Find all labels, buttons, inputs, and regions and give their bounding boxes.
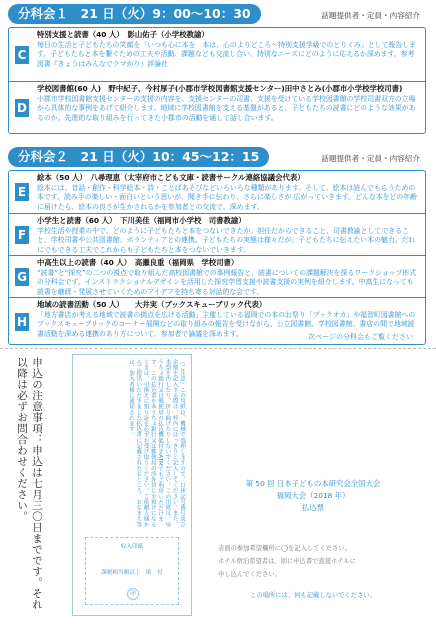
entry-body-f: 学校生活や授業の中で、どのように子どもたちと本をつないできたか。担任だからできること、司書教諭としてできること、学校司書や公共図書館、ボランティアとの連携。子どもたちの実態は様々だが、子どもたちに伝えたい本の魅力。だれにでもできる工夫でこれからも子どもたちと本をつないでいきます。 [37, 227, 416, 254]
letter-badge-d: D [15, 99, 29, 117]
entry-body-g: “読書”と“探究”の二つの視点で取り組んだ高校図書館での事例報告と、読書についての課題解決を探るワークショップ形式の分科会です。インストラクショナルデザインを活用した探究学習支援や読書支援の実例を紹介します。中高生になっても読書を継続・発展させていくためのアイデアを持ち寄る対話的な会です。 [37, 269, 417, 296]
entry-title-g: 中高生以上の読書（40 人） 高瀬良重（福岡県 学校司書） [37, 258, 239, 267]
form-instruction-2: ホテル宿泊希望者は、別に申込書で直接ホテルに [218, 558, 356, 565]
session-1-title: 分科会１ 21 日（火）9：00～10：30 [8, 4, 261, 24]
session-2-note: 話題提供者・定員・内容紹介 [321, 154, 420, 163]
session-entry-c [9, 28, 425, 81]
session-entry-h [9, 297, 425, 345]
entry-body-e: 絵本には、昔話・創作・科学絵本・詩・ことばあそびなどいろいろな種類があります。そして、絵本は読んでもらうための本です。読み手の楽しい・面白いという思いが、聞き手に伝わり、さらに楽しさが 広がっていきます。どんな本をどの年齢に届けたら、絵本の良さが生かされるかを参加者との交流で、深めます。 [37, 184, 418, 211]
entry-title-c: 特別支援と読書（40 人） 影山佑子（小学校教諭） [37, 30, 209, 39]
letter-badge-f: F [15, 226, 29, 244]
session-entry-g [9, 255, 425, 298]
entry-title-d: 学校図書館(60 人) 野中紀子、今村厚子(小郡市学校図書館支援センター)田中さとみ(小郡市小学校学校司書) [37, 84, 403, 93]
stamp-mark: 印 [130, 591, 136, 597]
entry-title-e: 絵本（50 人） 八尋理恵（太宰府市こども文庫・読書サークル連絡協議会代表） [37, 173, 305, 182]
revenue-stamp-area [85, 537, 179, 605]
entry-body-d: 小郡市学校図書館支援センターの支援の内容を、支援センターの司書、支援を受けている学校図書館の学校司書双方の立場から具体的な事例をあげて紹介します。地域に学校図書館を支える基盤があると、子どもたちの読書にどのような効果があるのか。先進的な取り組みを行ってきた小郡市の活動を通して話し合います。 [37, 95, 416, 122]
application-notes: 申込の注意事項：申込は七月三〇日までです。それ以降は必ずお問合わせください。 [16, 357, 43, 610]
entry-title-h: 地域の読書活動（50 人） 大井実（ブックスキューブリック代表） [37, 300, 267, 309]
session-2-title: 分科会２ 21 日（火）10：45～12：15 [8, 147, 269, 167]
form-instruction-1: 表面の参加希望欄所に◯を記入してください。 [218, 545, 351, 552]
stamp-label-top: 収入印紙 [120, 544, 144, 550]
entry-title-f: 小学生と読書（60 人） 下川美佳（福岡市小学校 司書教諭） [37, 216, 246, 225]
session-1-note: 話題提供者・定員・内容紹介 [321, 11, 420, 20]
session-entry-e [9, 171, 425, 213]
entry-body-h: 「地方書店が考える地域で読書の拠点を広げる活動」主催している福岡での本のお祭り「ブックオカ」や福智町図書館へのブックスキューブリックのコーナー展開などの取り組みの報告を受けながら、公立図書館、学校図書館、書店の間で地域読書活動を深める連携のあり方について、参加者で論議を深めます。 [37, 311, 416, 338]
letter-badge-h: H [16, 314, 28, 329]
letter-badge-c: C [15, 46, 29, 64]
form-line-event: 第 50 回 日本子どもの本研究会全国大会 [245, 479, 381, 488]
see-next-page-link[interactable]: 次ページの分科会もご覧ください [308, 333, 413, 341]
session-entry-d [9, 81, 425, 134]
form-line-slip: 払込票 [301, 503, 325, 512]
session-1-box [8, 27, 426, 134]
session-1-header [8, 4, 261, 24]
form-instruction-3: 申し込んでください。 [218, 571, 281, 578]
form-title [198, 478, 428, 514]
perforation-divider [0, 348, 436, 349]
stamp-circle [127, 588, 139, 600]
session-2-header [8, 147, 269, 167]
stamp-label-bottom: 課税相当額以上 貼 付 [101, 570, 163, 576]
letter-badge-g: G [15, 268, 29, 286]
session-entry-f [9, 213, 425, 256]
caution-box [72, 354, 192, 616]
letter-badge-e: E [15, 183, 29, 201]
session-2-box [8, 170, 426, 345]
do-not-write-note: この場所には、何も記載しないでください。 [250, 592, 376, 599]
form-instructions [218, 542, 356, 581]
caution-text: （ご注意）この用紙は、機械で処理しますので、口座記号番号及び金額を記入する際は、枠内にはっきりと記入してください。また、本票を汚したり、折り曲げたりしないでください。この用紙は、ゆうちょ銀行又は郵便局の払込機能付きATMでもご利用いただけます。この払込書をゆうちょ銀行又は郵便局の渉外員にお預けになるときは、引換えに預り証を必ずお受け取りください。ご依頼人様からご提出いただきました払込書に記載されたおところ、おなまえ等は、加入者様に通知されます。 [127, 359, 185, 527]
payment-form-area [198, 354, 428, 616]
entry-body-c: 毎日の生活と子どもたちの笑顔を「いつも心に本を 本は、心のよりどころ～特別支援学級でのとりくみ」として報告します。子どもたちと本を繋ぐための工夫や活動、課題なども交流し合い、特別なニーズにどのように応えるか深めます。参考図書『きょうはみんなでクマがり』評論社 [37, 41, 416, 68]
form-line-venue: 福岡大会（2018 年） [276, 491, 350, 500]
